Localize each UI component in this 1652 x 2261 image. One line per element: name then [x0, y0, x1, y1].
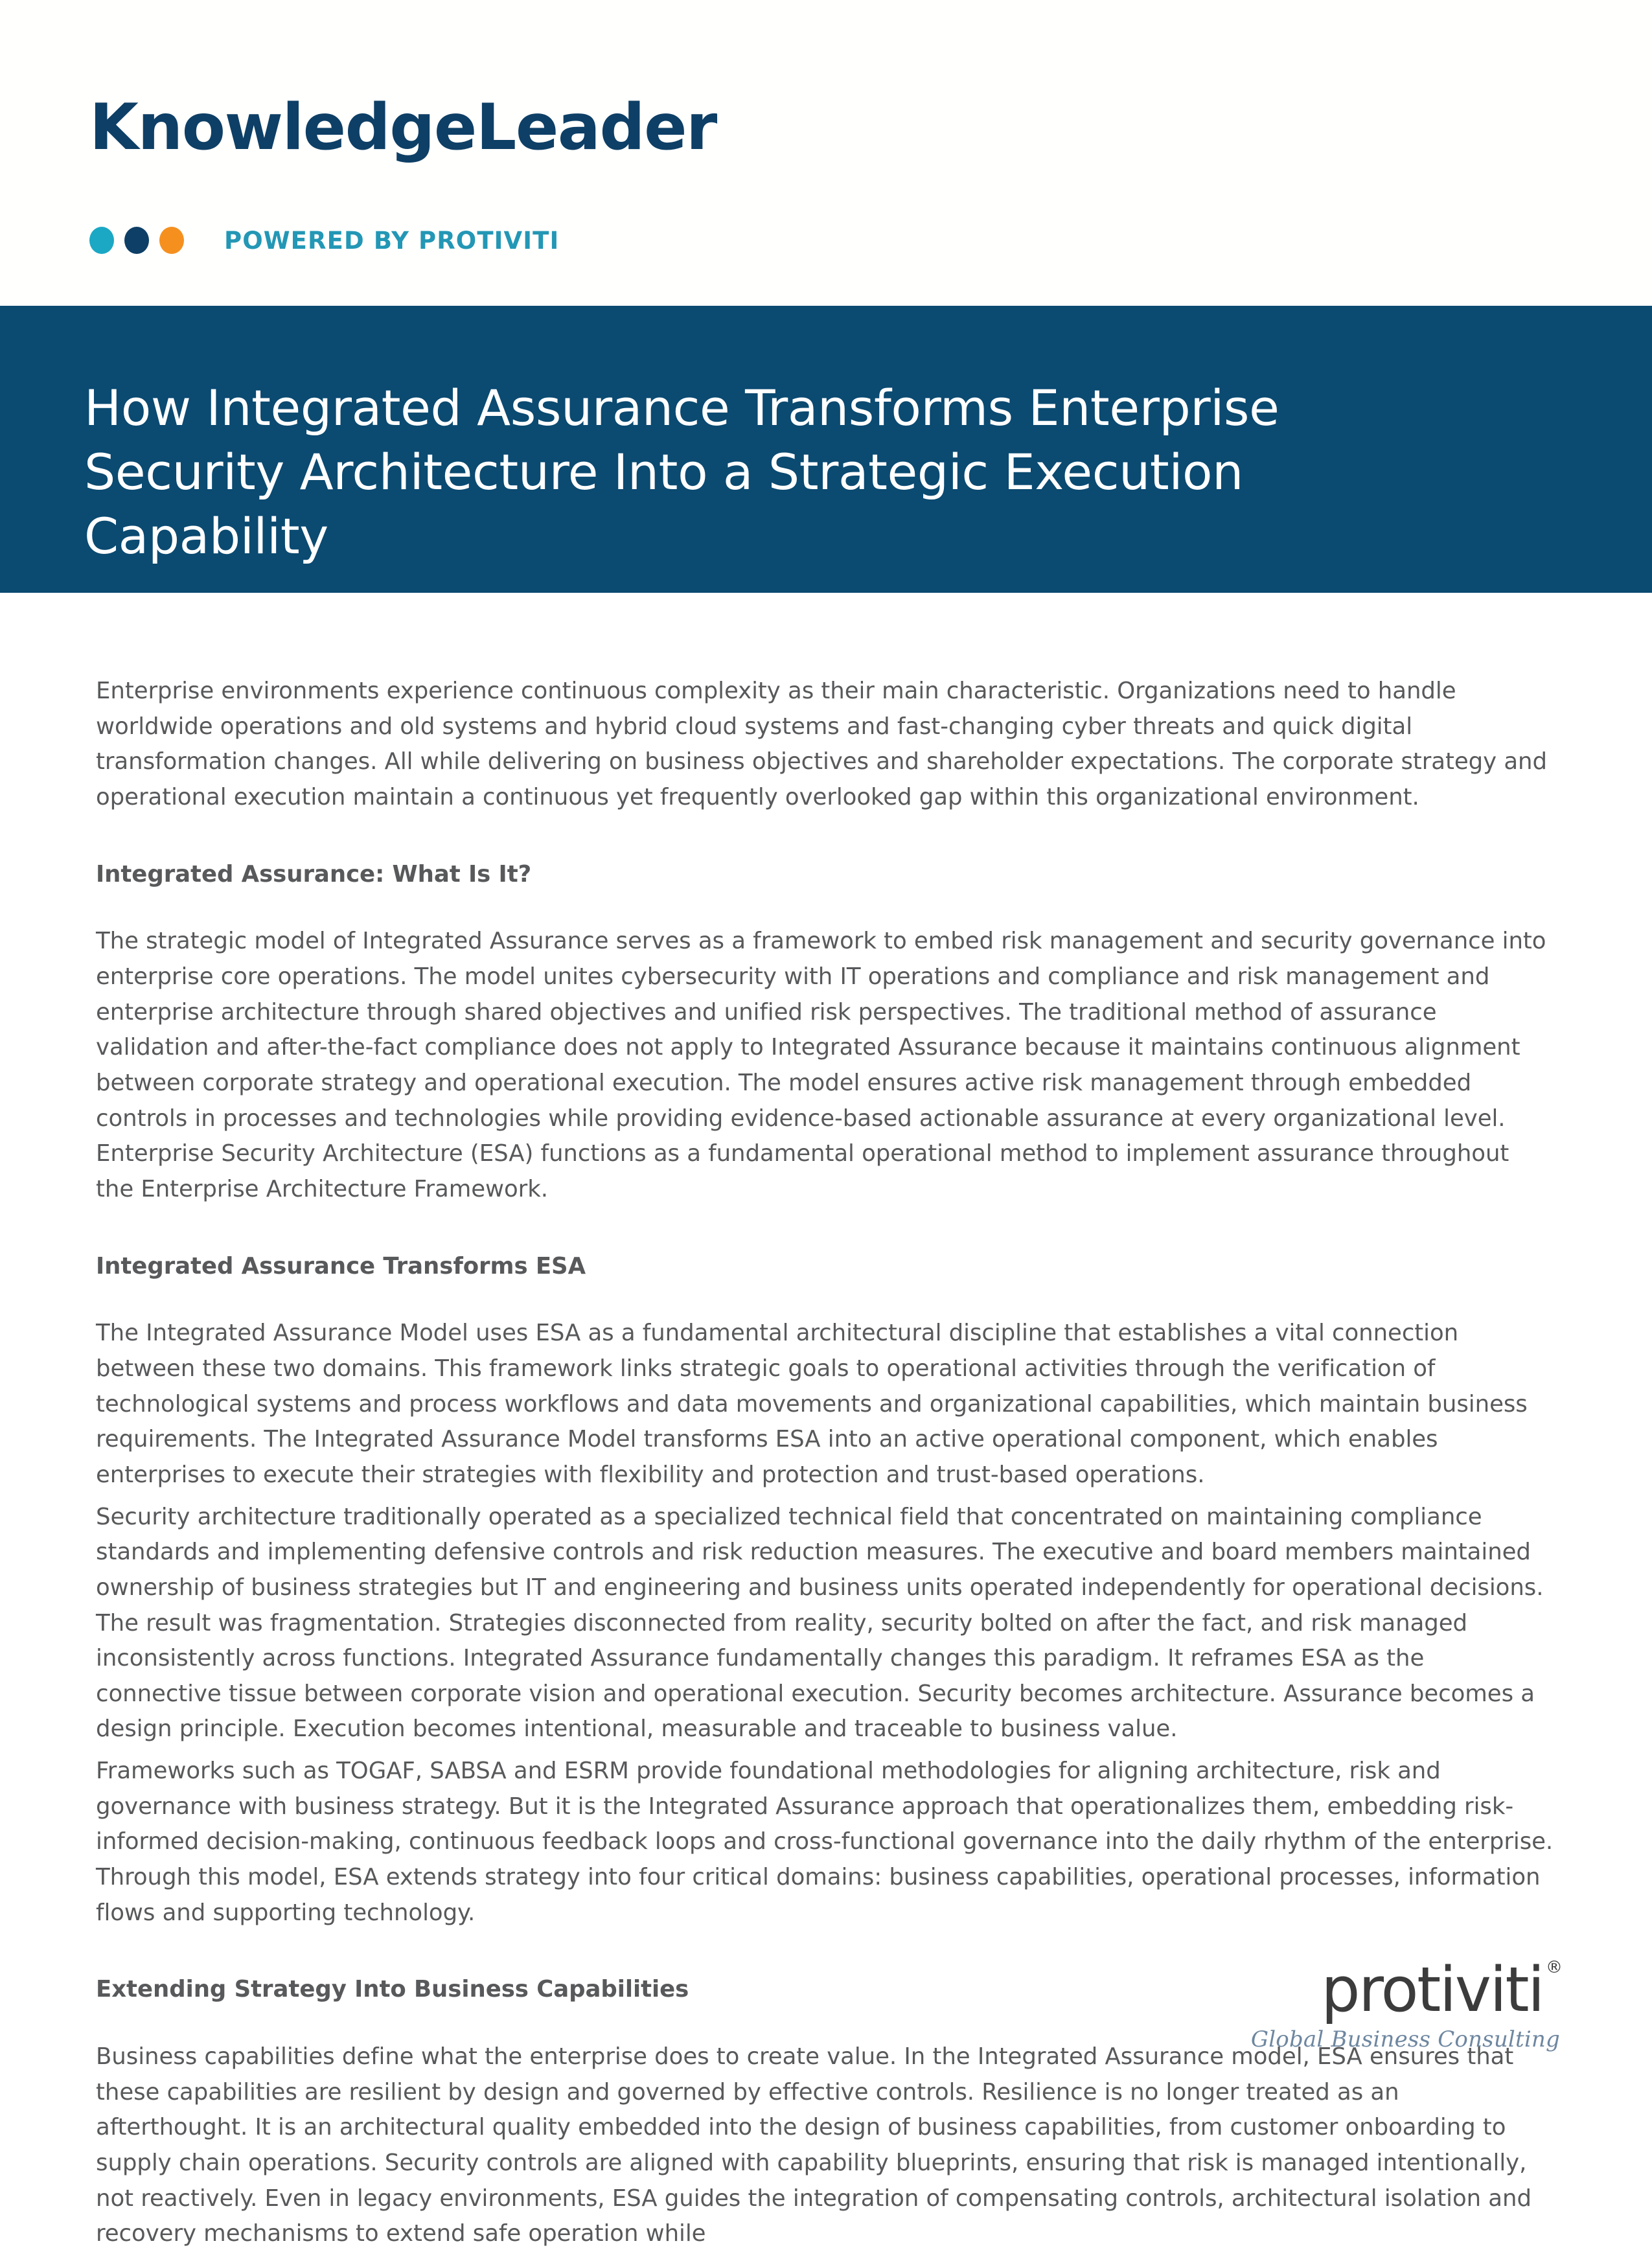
title-banner: [0, 306, 1652, 593]
powered-by-label: POWERED BY PROTIVITI: [224, 226, 560, 255]
dot-orange-icon: [159, 227, 184, 254]
section-paragraph: The Integrated Assurance Model uses ESA as a fundamental architectural discipline that establishes a vital connection between these two domains. This framework links strategic goals to operational activities through the verification of technological systems and process workflows and data movements and organizational capabilities, which maintain business requirements. The Integrated Assurance Model transforms ESA into an active operational component, which enables enterprises to execute their strategies with flexibility and protection and trust-based operations.: [96, 1320, 1528, 1488]
brand-dots: [89, 227, 184, 254]
dot-navy-icon: [124, 227, 149, 254]
page-footer: [0, 1950, 1652, 2138]
masthead: [0, 0, 1652, 306]
protiviti-tagline: Global Business Consulting: [1250, 2026, 1560, 2052]
section-paragraph: Security architecture traditionally operated as a specialized technical field that concentrated on maintaining compliance standards and implementing defensive controls and risk reduction measures. The executive and board members maintained ownership of business strategies but IT and engineering and business units operated independently for operational decisions. The result was fragmentation. Strategies disconnected from reality, security bolted on after the fact, and risk managed inconsistently across functions. Integrated Assurance fundamentally changes this paradigm. It reframes ESA as the connective tissue between corporate vision and operational execution. Security becomes architecture. Assurance becomes a design principle. Execution becomes intentional, measurable and traceable to business value.: [96, 1503, 1544, 1743]
section-paragraph: Business capabilities define what the enterprise does to create value. In the Integrated Assurance model, ESA ensures that these capabilities are resilient by design and governed by effective controls. Resilience is no longer treated as an afterthought. It is an architectural quality embedded into the design of business capabilities, from customer onboarding to supply chain operations. Security controls are aligned with capability blueprints, ensuring that risk is managed intentionally, not reactively. Even in legacy environments, ESA guides the integration of compensating controls, architectural isolation and recovery mechanisms to extend safe operation while: [96, 2043, 1532, 2247]
brand-subline: [89, 225, 559, 255]
registered-trademark-icon: ®: [1546, 1958, 1563, 1978]
section-heading-integrated-assurance-transforms-esa: Integrated Assurance Transforms ESA: [96, 1252, 586, 1280]
dot-teal-icon: [89, 227, 114, 254]
section-paragraph: Frameworks such as TOGAF, SABSA and ESRM provide foundational methodologies for aligning architecture, risk and governance with business strategy. But it is the Integrated Assurance approach that operationalizes them, embedding risk-informed decision-making, continuous feedback loops and cross-functional governance into the daily rhythm of the enterprise. Through this model, ESA extends strategy into four critical domains: business capabilities, operational processes, information flows and supporting technology.: [96, 1758, 1554, 1926]
protiviti-wordmark: [1321, 1955, 1563, 2026]
section-heading-integrated-assurance-what-is-it: Integrated Assurance: What Is It?: [96, 860, 532, 888]
intro-paragraph: Enterprise environments experience continuous complexity as their main characteristic. Organizations need to handle worldwide operations and old systems and hybrid cloud systems and fast-changing cyber threats and quick digital transformation changes. All while delivering on business objectives and shareholder expectations. The corporate strategy and operational execution maintain a continuous yet frequently overlooked gap within this organizational environment.: [96, 678, 1547, 810]
protiviti-wordmark-text: protiviti: [1321, 1955, 1543, 2026]
document-title: How Integrated Assurance Transforms Enterprise Security Architecture Into a Strategic Execution Capability: [84, 378, 1279, 565]
section-paragraph: The strategic model of Integrated Assurance serves as a framework to embed risk management and security governance into enterprise core operations. The model unites cybersecurity with IT operations and compliance and risk management and enterprise architecture through shared objectives and unified risk perspectives. The traditional method of assurance validation and after-the-fact compliance does not apply to Integrated Assurance because it maintains continuous alignment between corporate strategy and operational execution. The model ensures active risk management through embedded controls in processes and technologies while providing evidence-based actionable assurance at every organizational level. Enterprise Security Architecture (ESA) functions as a fundamental operational method to implement assurance throughout the Enterprise Architecture Framework.: [96, 928, 1546, 1202]
protiviti-logo: [1250, 1955, 1563, 2052]
section-heading-extending-strategy-into-business-capabilities: Extending Strategy Into Business Capabilities: [96, 1976, 689, 2003]
knowledgeleader-wordmark: KnowledgeLeader: [89, 91, 717, 165]
